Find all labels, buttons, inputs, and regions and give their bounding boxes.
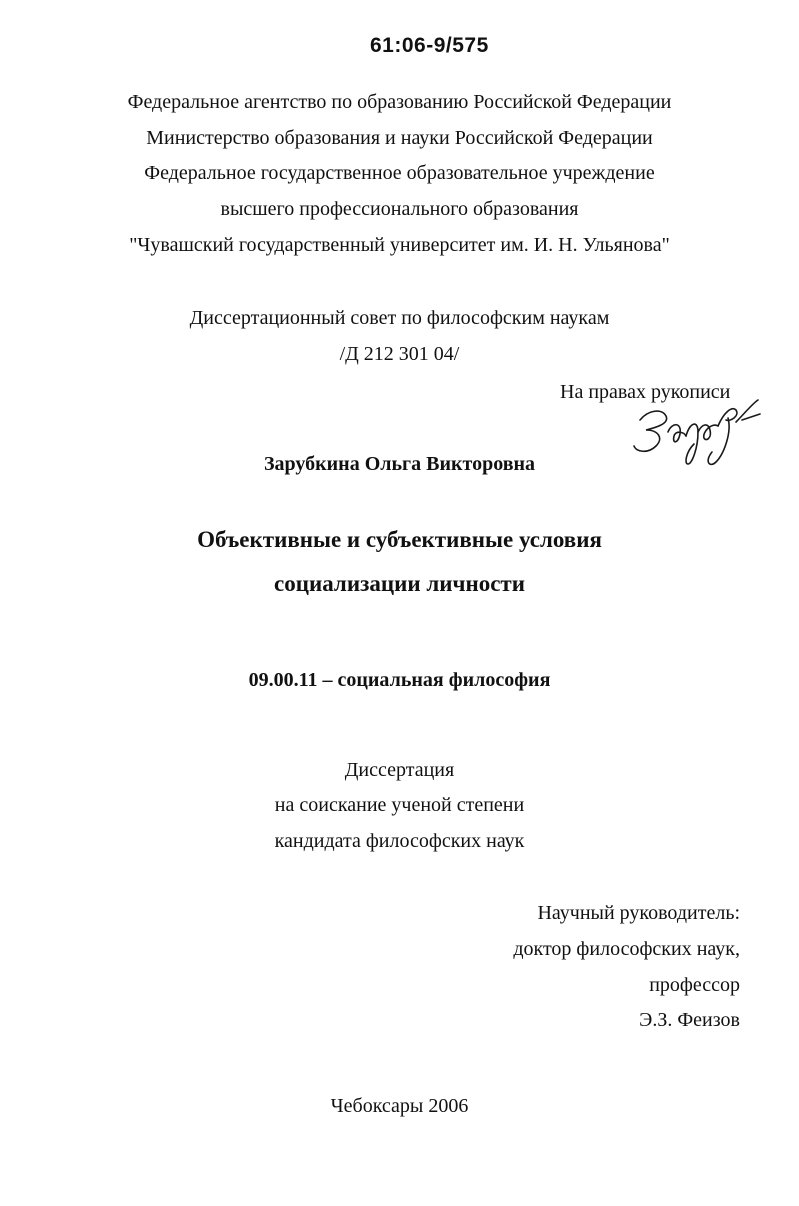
degree-line-2: на соискание ученой степени	[274, 794, 525, 816]
council-name: Диссертационный совет по философским наукам	[189, 307, 610, 329]
advisor-label: Научный руководитель:	[537, 902, 740, 924]
specialty-code: 09.00.11 – социальная философия	[248, 669, 551, 691]
advisor-rank: профессор	[649, 974, 740, 996]
header-line-ministry: Министерство образования и науки Российской Федерации	[146, 127, 653, 149]
document-stamp-code: 61:06-9/575	[370, 34, 489, 57]
header-line-university: "Чувашский государственный университет им. И. Н. Ульянова"	[129, 234, 670, 256]
title-line-2: социализации личности	[274, 571, 525, 596]
advisor-degree: доктор философских наук,	[513, 938, 740, 960]
degree-line-3: кандидата философских наук	[274, 830, 525, 852]
advisor-name: Э.З. Феизов	[639, 1009, 740, 1031]
council-code: /Д 212 301 04/	[339, 343, 460, 365]
header-line-education-level: высшего профессионального образования	[220, 198, 579, 220]
degree-line-1: Диссертация	[344, 759, 455, 781]
header-line-agency: Федеральное агентство по образованию Российской Федерации	[127, 91, 672, 113]
header-line-institution-type: Федеральное государственное образовательное учреждение	[144, 162, 655, 184]
author-name: Зарубкина Ольга Викторовна	[263, 453, 536, 475]
city-and-year: Чебоксары 2006	[330, 1095, 469, 1117]
title-line-1: Объективные и субъективные условия	[197, 527, 602, 552]
manuscript-rights-note: На правах рукописи	[560, 381, 731, 403]
